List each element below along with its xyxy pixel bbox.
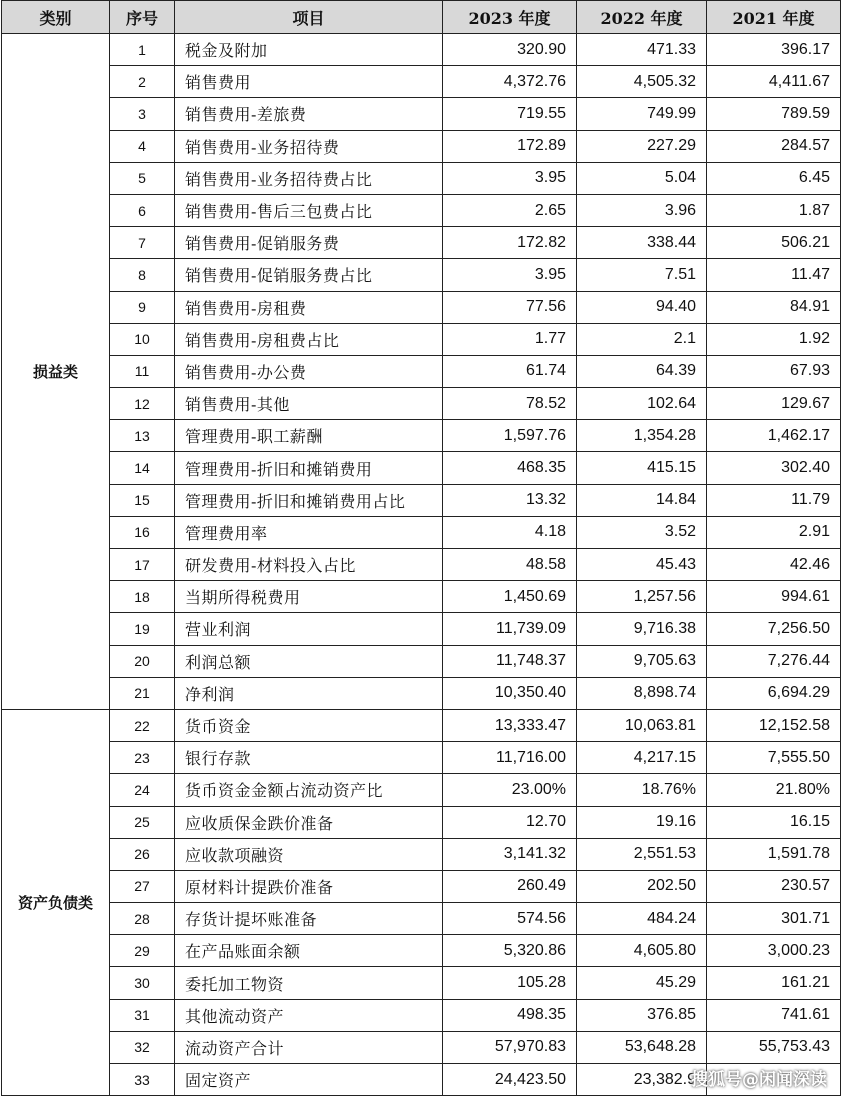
row-item-cell: 营业利润: [175, 613, 443, 645]
row-index-cell: 16: [110, 516, 175, 548]
row-value-2023: 77.56: [443, 291, 577, 323]
row-value-2023: 12.70: [443, 806, 577, 838]
row-value-2021: 161.21: [707, 967, 841, 999]
row-item-cell: 销售费用-促销服务费占比: [175, 259, 443, 291]
row-item-cell: 原材料计提跌价准备: [175, 870, 443, 902]
row-item-cell: 应收款项融资: [175, 838, 443, 870]
row-item-cell: 销售费用-业务招待费占比: [175, 162, 443, 194]
row-index-cell: 12: [110, 388, 175, 420]
row-index-cell: 17: [110, 549, 175, 581]
row-value-2021: 506.21: [707, 227, 841, 259]
row-value-2023: 1.77: [443, 323, 577, 355]
table-row: [2, 935, 841, 967]
row-index-cell: 21: [110, 677, 175, 709]
row-value-2021: 6,694.29: [707, 677, 841, 709]
row-value-2021: 1.87: [707, 194, 841, 226]
row-value-2021: 11.47: [707, 259, 841, 291]
row-index-cell: 25: [110, 806, 175, 838]
row-value-2023: 4.18: [443, 516, 577, 548]
table-row: [2, 291, 841, 323]
row-value-2021: 7,555.50: [707, 742, 841, 774]
row-value-2021: 21.80%: [707, 774, 841, 806]
row-value-2021: 4,411.67: [707, 66, 841, 98]
row-item-cell: 管理费用-折旧和摊销费用占比: [175, 484, 443, 516]
row-index-cell: 15: [110, 484, 175, 516]
row-index-cell: 32: [110, 1031, 175, 1063]
row-index-cell: 3: [110, 98, 175, 130]
row-index-cell: 23: [110, 742, 175, 774]
row-value-2021: 3,000.23: [707, 935, 841, 967]
row-item-cell: 管理费用-折旧和摊销费用: [175, 452, 443, 484]
table-row: [2, 162, 841, 194]
header-item: 项目: [175, 1, 443, 34]
financial-data-table: [1, 0, 841, 1096]
row-value-2023: 13.32: [443, 484, 577, 516]
row-value-2023: 10,350.40: [443, 677, 577, 709]
table-header-row: [2, 1, 841, 34]
row-value-2022: 10,063.81: [577, 709, 707, 741]
row-index-cell: 26: [110, 838, 175, 870]
row-value-2022: 1,257.56: [577, 581, 707, 613]
row-value-2023: 320.90: [443, 34, 577, 66]
row-value-2022: 9,716.38: [577, 613, 707, 645]
row-value-2023: 57,970.83: [443, 1031, 577, 1063]
table-row: [2, 259, 841, 291]
row-value-2022: 4,505.32: [577, 66, 707, 98]
row-value-2021: 741.61: [707, 999, 841, 1031]
row-value-2022: 45.43: [577, 549, 707, 581]
header-year-2022: 2022 年度: [577, 1, 707, 34]
table-row: [2, 870, 841, 902]
row-item-cell: 货币资金: [175, 709, 443, 741]
row-item-cell: 其他流动资产: [175, 999, 443, 1031]
table-row: [2, 999, 841, 1031]
row-value-2023: 78.52: [443, 388, 577, 420]
table-row: [2, 452, 841, 484]
row-index-cell: 18: [110, 581, 175, 613]
row-index-cell: 6: [110, 194, 175, 226]
row-item-cell: 销售费用-房租费占比: [175, 323, 443, 355]
row-value-2021: 994.61: [707, 581, 841, 613]
row-index-cell: 1: [110, 34, 175, 66]
row-item-cell: 利润总额: [175, 645, 443, 677]
row-value-2022: 7.51: [577, 259, 707, 291]
row-index-cell: 28: [110, 903, 175, 935]
row-value-2023: 11,739.09: [443, 613, 577, 645]
header-category: 类别: [2, 1, 110, 34]
row-value-2023: 3.95: [443, 259, 577, 291]
row-item-cell: 流动资产合计: [175, 1031, 443, 1063]
row-value-2021: 6.45: [707, 162, 841, 194]
row-value-2021: 16.15: [707, 806, 841, 838]
row-value-2021: 230.57: [707, 870, 841, 902]
table-row: [2, 838, 841, 870]
row-value-2022: 64.39: [577, 355, 707, 387]
row-value-2021: 1,462.17: [707, 420, 841, 452]
row-value-2023: 11,716.00: [443, 742, 577, 774]
header-index: 序号: [110, 1, 175, 34]
table-row: [2, 742, 841, 774]
row-value-2021: 129.67: [707, 388, 841, 420]
row-item-cell: 销售费用-其他: [175, 388, 443, 420]
row-item-cell: 货币资金金额占流动资产比: [175, 774, 443, 806]
table-row: [2, 484, 841, 516]
row-value-2023: 24,423.50: [443, 1064, 577, 1096]
row-value-2021: 284.57: [707, 130, 841, 162]
row-value-2022: 102.64: [577, 388, 707, 420]
row-value-2022: 4,605.80: [577, 935, 707, 967]
row-item-cell: 销售费用-房租费: [175, 291, 443, 323]
row-value-2021: 396.17: [707, 34, 841, 66]
row-index-cell: 31: [110, 999, 175, 1031]
row-value-2022: 2.1: [577, 323, 707, 355]
row-index-cell: 8: [110, 259, 175, 291]
table-row: [2, 130, 841, 162]
row-index-cell: 9: [110, 291, 175, 323]
row-value-2021: 789.59: [707, 98, 841, 130]
row-value-2023: 468.35: [443, 452, 577, 484]
row-item-cell: 管理费用率: [175, 516, 443, 548]
row-value-2023: 574.56: [443, 903, 577, 935]
row-item-cell: 销售费用-促销服务费: [175, 227, 443, 259]
row-value-2021: 1.92: [707, 323, 841, 355]
row-item-cell: 当期所得税费用: [175, 581, 443, 613]
row-value-2022: 338.44: [577, 227, 707, 259]
row-index-cell: 29: [110, 935, 175, 967]
row-value-2022: 53,648.28: [577, 1031, 707, 1063]
table-row: [2, 388, 841, 420]
row-item-cell: 在产品账面余额: [175, 935, 443, 967]
row-value-2021: 67.93: [707, 355, 841, 387]
row-value-2022: 227.29: [577, 130, 707, 162]
row-item-cell: 销售费用-售后三包费占比: [175, 194, 443, 226]
row-value-2023: 4,372.76: [443, 66, 577, 98]
row-value-2022: 94.40: [577, 291, 707, 323]
table-row: [2, 709, 841, 741]
row-value-2022: 3.96: [577, 194, 707, 226]
category-cell: 损益类: [2, 34, 110, 710]
table-row: [2, 967, 841, 999]
row-index-cell: 33: [110, 1064, 175, 1096]
table-row: [2, 227, 841, 259]
row-value-2022: 9,705.63: [577, 645, 707, 677]
row-value-2022: 415.15: [577, 452, 707, 484]
row-value-2022: 8,898.74: [577, 677, 707, 709]
row-value-2022: 376.85: [577, 999, 707, 1031]
row-value-2022: 749.99: [577, 98, 707, 130]
row-value-2023: 3.95: [443, 162, 577, 194]
row-index-cell: 27: [110, 870, 175, 902]
row-value-2022: 202.50: [577, 870, 707, 902]
table-row: [2, 613, 841, 645]
watermark: 搜狐号@闲闻深读: [691, 1070, 827, 1090]
row-value-2021: 302.40: [707, 452, 841, 484]
row-value-2023: 172.89: [443, 130, 577, 162]
row-value-2022: 19.16: [577, 806, 707, 838]
row-value-2023: 498.35: [443, 999, 577, 1031]
row-value-2023: 48.58: [443, 549, 577, 581]
table-row: [2, 66, 841, 98]
row-item-cell: 存货计提坏账准备: [175, 903, 443, 935]
row-value-2022: 3.52: [577, 516, 707, 548]
row-value-2022: 471.33: [577, 34, 707, 66]
row-index-cell: 19: [110, 613, 175, 645]
row-value-2023: 11,748.37: [443, 645, 577, 677]
row-value-2022: 45.29: [577, 967, 707, 999]
row-value-2021: 55,753.43: [707, 1031, 841, 1063]
row-value-2023: 3,141.32: [443, 838, 577, 870]
table-row: [2, 1031, 841, 1063]
row-value-2022: 1,354.28: [577, 420, 707, 452]
row-value-2022: 14.84: [577, 484, 707, 516]
table-body: [2, 34, 841, 1096]
row-index-cell: 14: [110, 452, 175, 484]
row-index-cell: 13: [110, 420, 175, 452]
row-value-2021: 2.91: [707, 516, 841, 548]
row-index-cell: 11: [110, 355, 175, 387]
row-value-2022: 2,551.53: [577, 838, 707, 870]
row-value-2022: 4,217.15: [577, 742, 707, 774]
row-value-2023: 172.82: [443, 227, 577, 259]
row-item-cell: 销售费用-办公费: [175, 355, 443, 387]
row-value-2023: 719.55: [443, 98, 577, 130]
table-row: [2, 516, 841, 548]
table-row: [2, 677, 841, 709]
row-item-cell: 研发费用-材料投入占比: [175, 549, 443, 581]
row-value-2021: 7,276.44: [707, 645, 841, 677]
row-item-cell: 销售费用-业务招待费: [175, 130, 443, 162]
row-item-cell: 委托加工物资: [175, 967, 443, 999]
row-value-2021: 1,591.78: [707, 838, 841, 870]
row-value-2023: 1,597.76: [443, 420, 577, 452]
row-index-cell: 24: [110, 774, 175, 806]
row-index-cell: 10: [110, 323, 175, 355]
row-index-cell: 5: [110, 162, 175, 194]
row-value-2022: 23,382.9: [577, 1064, 707, 1096]
row-value-2022: 484.24: [577, 903, 707, 935]
row-value-2023: 2.65: [443, 194, 577, 226]
table-row: [2, 98, 841, 130]
row-value-2022: 18.76%: [577, 774, 707, 806]
table-row: [2, 194, 841, 226]
table-row: [2, 323, 841, 355]
row-item-cell: 应收质保金跌价准备: [175, 806, 443, 838]
row-value-2023: 260.49: [443, 870, 577, 902]
row-index-cell: 7: [110, 227, 175, 259]
row-value-2023: 1,450.69: [443, 581, 577, 613]
row-item-cell: 税金及附加: [175, 34, 443, 66]
table-row: [2, 903, 841, 935]
row-value-2023: 105.28: [443, 967, 577, 999]
row-value-2022: 5.04: [577, 162, 707, 194]
table-row: [2, 34, 841, 66]
row-value-2023: 61.74: [443, 355, 577, 387]
row-value-2021: 7,256.50: [707, 613, 841, 645]
row-index-cell: 20: [110, 645, 175, 677]
table-row: [2, 355, 841, 387]
header-year-2021: 2021 年度: [707, 1, 841, 34]
row-index-cell: 2: [110, 66, 175, 98]
row-item-cell: 销售费用-差旅费: [175, 98, 443, 130]
table-row: [2, 774, 841, 806]
row-value-2021: 42.46: [707, 549, 841, 581]
row-item-cell: 销售费用: [175, 66, 443, 98]
row-value-2023: 13,333.47: [443, 709, 577, 741]
table-row: [2, 420, 841, 452]
header-year-2023: 2023 年度: [443, 1, 577, 34]
row-index-cell: 22: [110, 709, 175, 741]
row-value-2023: 23.00%: [443, 774, 577, 806]
table-row: [2, 806, 841, 838]
row-value-2021: 11.79: [707, 484, 841, 516]
row-item-cell: 净利润: [175, 677, 443, 709]
row-index-cell: 4: [110, 130, 175, 162]
row-item-cell: 管理费用-职工薪酬: [175, 420, 443, 452]
table-row: [2, 645, 841, 677]
row-value-2021: 301.71: [707, 903, 841, 935]
category-cell: 资产负债类: [2, 709, 110, 1095]
table-row: [2, 549, 841, 581]
row-index-cell: 30: [110, 967, 175, 999]
row-value-2023: 5,320.86: [443, 935, 577, 967]
row-item-cell: 固定资产: [175, 1064, 443, 1096]
row-value-2021: 12,152.58: [707, 709, 841, 741]
row-value-2021: 84.91: [707, 291, 841, 323]
row-item-cell: 银行存款: [175, 742, 443, 774]
table-row: [2, 581, 841, 613]
